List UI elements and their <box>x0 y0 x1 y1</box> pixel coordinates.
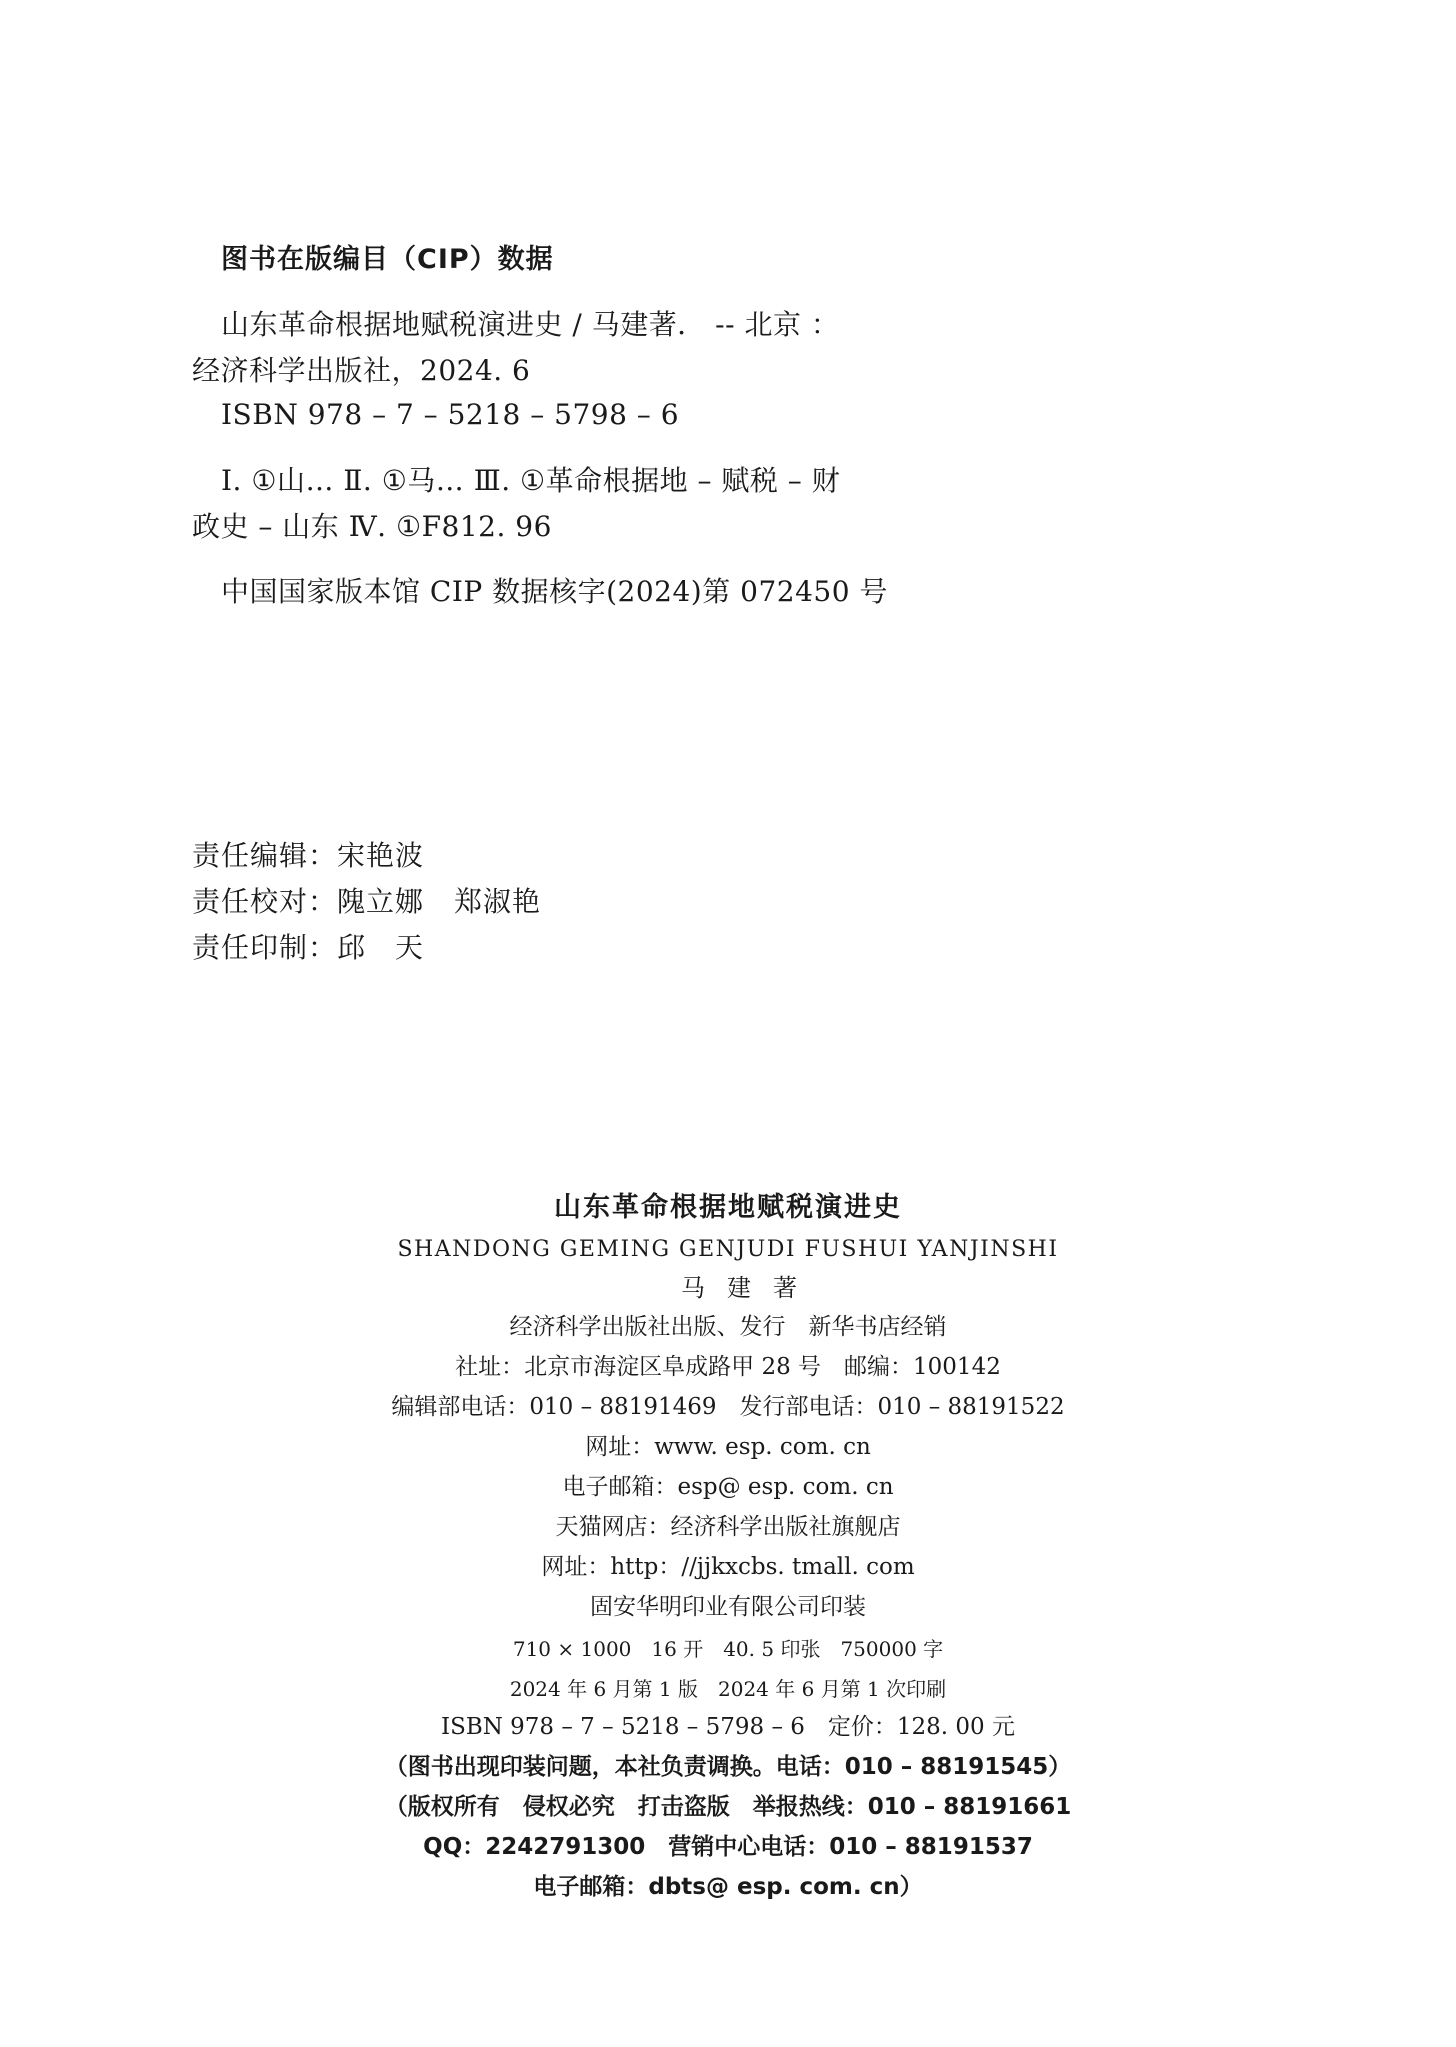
responsible-printing <box>192 931 425 964</box>
copyright-notice: （版权所有 侵权必究 打击盗版 举报热线：010 – 88191661 <box>384 1794 1072 1820</box>
book-title-pinyin: SHANDONG GEMING GENJUDI FUSHUI YANJINSHI <box>397 1237 1059 1262</box>
responsible-printing-value: 邱 天 <box>337 931 425 964</box>
cip-isbn-line: ISBN 978 – 7 – 5218 – 5798 – 6 <box>221 398 680 431</box>
tmall-url: 网址：http：//jjkxcbs. tmall. com <box>541 1554 915 1580</box>
cip-heading: 图书在版编目（CIP）数据 <box>221 244 554 275</box>
publisher-email: 电子邮箱：esp@ esp. com. cn <box>562 1474 894 1500</box>
book-author: 马建著 <box>681 1274 819 1302</box>
cip-record-number: 中国国家版本馆 CIP 数据核字(2024)第 072450 号 <box>221 575 888 608</box>
responsible-proofreader-value-1: 隗立娜 <box>337 885 425 918</box>
publisher-address: 社址：北京市海淀区阜成路甲 28 号 邮编：100142 <box>455 1354 1001 1380</box>
publisher-line: 经济科学出版社出版、发行 新华书店经销 <box>509 1314 947 1340</box>
book-title-chinese: 山东革命根据地赋税演进史 <box>554 1192 902 1223</box>
responsible-editor-value: 宋艳波 <box>337 839 425 872</box>
publisher-phones: 编辑部电话：010 – 88191469 发行部电话：010 – 88191522 <box>391 1394 1065 1420</box>
responsible-proofreader-value-2: 郑淑艳 <box>454 885 542 918</box>
cip-publisher-line: 经济科学出版社，2024. 6 <box>192 354 531 387</box>
book-format: 710 × 1000 16 开 40. 5 印张 750000 字 <box>512 1637 944 1661</box>
responsible-printing-label: 责任印制： <box>192 931 338 964</box>
publisher-website: 网址：www. esp. com. cn <box>585 1434 871 1460</box>
tmall-store: 天猫网店：经济科学出版社旗舰店 <box>555 1514 901 1540</box>
cip-title-line: 山东革命根据地赋税演进史 / 马建著． -- 北京 ： <box>221 308 840 341</box>
quality-notice: （图书出现印装问题，本社负责调换。电话：010 – 88191545） <box>384 1754 1072 1780</box>
edition-line: 2024 年 6 月第 1 版 2024 年 6 月第 1 次印刷 <box>509 1677 947 1701</box>
responsible-editor-label: 责任编辑： <box>192 839 338 872</box>
printer-line: 固安华明印业有限公司印装 <box>590 1594 866 1620</box>
responsible-proofreader-label: 责任校对： <box>192 885 338 918</box>
cip-classification-line-2: 政史 – 山东 Ⅳ. ①F812. 96 <box>192 510 552 543</box>
contact-qq-line: QQ：2242791300 营销中心电话：010 – 88191537 <box>423 1834 1033 1860</box>
isbn-price-line: ISBN 978 – 7 – 5218 – 5798 – 6 定价：128. 00 元 <box>440 1714 1015 1740</box>
contact-email-line: 电子邮箱：dbts@ esp. com. cn） <box>533 1874 923 1900</box>
responsible-proofreader <box>192 885 542 918</box>
responsible-editor <box>192 839 425 872</box>
cip-classification-line-1: Ⅰ. ①山… Ⅱ. ①马… Ⅲ. ①革命根据地 – 赋税 – 财 <box>221 464 841 497</box>
